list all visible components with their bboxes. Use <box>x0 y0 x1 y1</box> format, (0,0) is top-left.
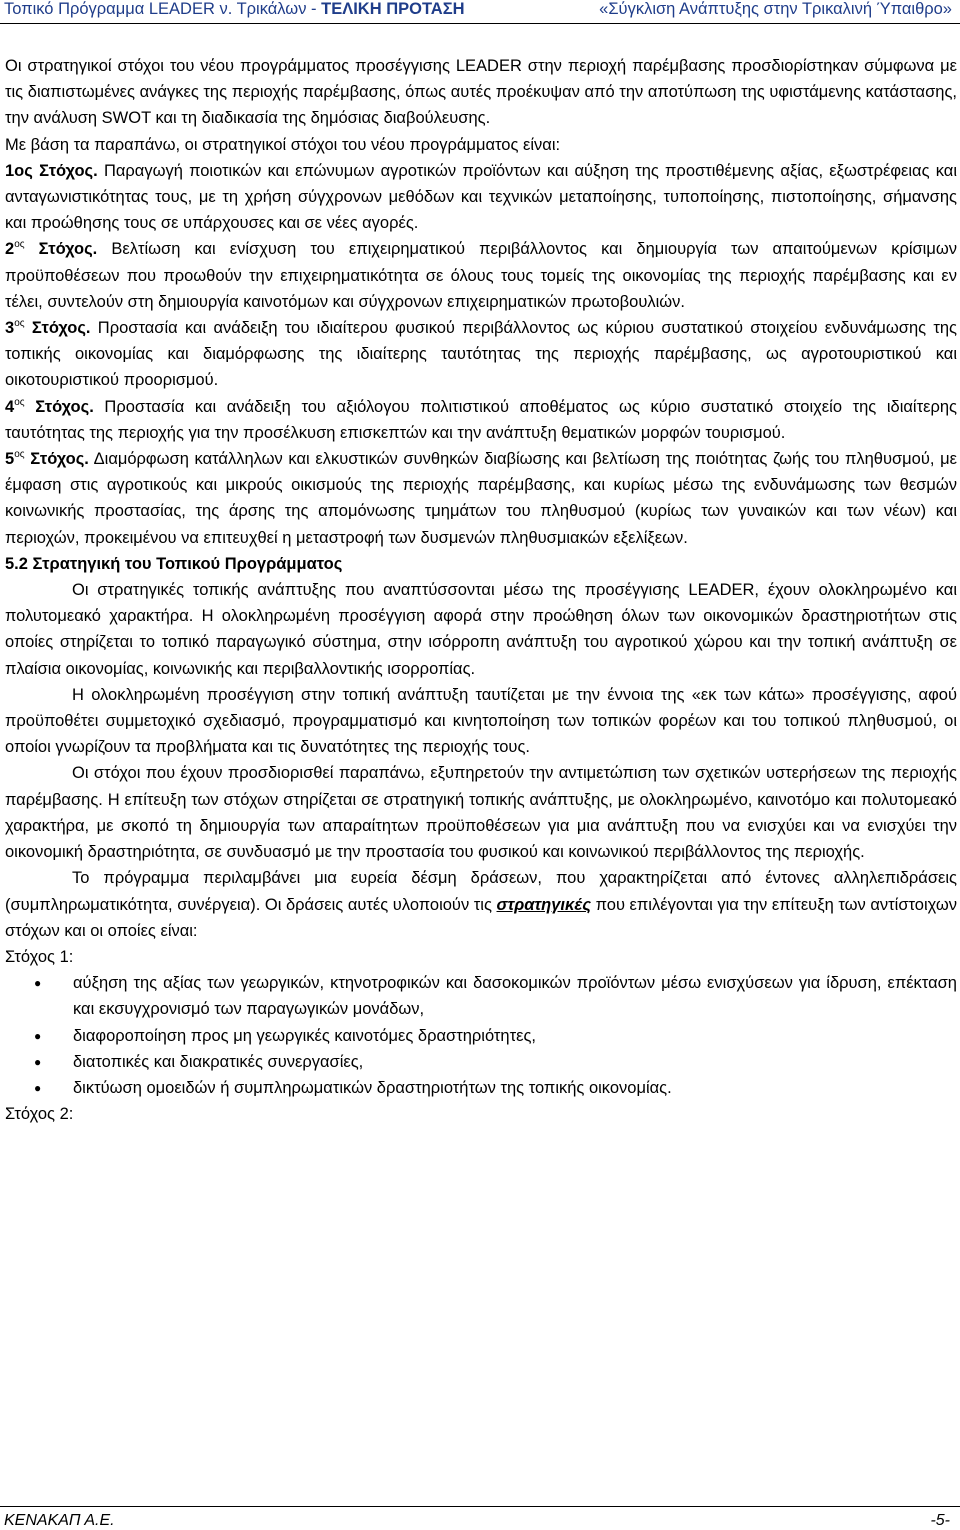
strategy-paragraph-2: Η ολοκληρωμένη προσέγγιση στην τοπική ανάπτυξη ταυτίζεται με την έννοια της «εκ των κάτω» προσέγγισης, αφού προϋποθέτει συμμετοχικό σχεδιασμό, προγραμματισμό και κινητοποίηση των τοπικών φορέων και του τοπικού πληθυσμού, οι οποίοι γνωρίζουν τα προβλήματα και τις δυνατότητες της περιοχής τους. <box>5 685 957 757</box>
goal-5-number: 5 <box>5 450 15 469</box>
header-right-title: «Σύγκλιση Ανάπτυξης στην Τρικαλινή Ύπαιθρο» <box>599 0 952 18</box>
para4-text-after: που επιλέγονται για την επίτευξη των αντίστοιχων στόχων και οι οποίες είναι: <box>5 895 957 940</box>
footer-company: ΚΕΝΑΚΑΠ Α.Ε. <box>4 1512 115 1529</box>
goal-2-label: Στόχος. <box>38 240 98 259</box>
goal-5-text: Διαμόρφωση κατάλληλων και ελκυστικών συνθηκών διαβίωσης και βελτίωση της ποιότητας ζωής του πληθυσμού, με έμφαση στις αγροτικούς και μικρούς οικισμούς της περιοχής παρέμβασης, και κυρίως μέσω της ενδυνάμωσης των θεσμών κοινωνικής προστασίας, της άρσης της απομόνωσης τμημάτων του πληθυσμού (κυρίως των γυναικών και των νέων) και περιοχών, προκειμένου να επιτευχθεί η μεταστροφή των δυσμενών πληθυσμιακών εξελίξεων. <box>5 450 957 547</box>
page-number: -5- <box>930 1512 950 1529</box>
strategy-paragraph-1: Οι στρατηγικές τοπικής ανάπτυξης που αναπτύσσονται μέσω της προσέγγισης LEADER, έχουν ολοκληρωμένο και πολυτομεακό χαρακτήρα. Η ολοκληρωμένη προσέγγιση αφορά στην προώθηση όλων των οικονομικών δραστηριοτήτων στις οποίες στηρίζεται το τοπικό παραγωγικό σύστημα, στην ισόρροπη ανάπτυξη του αγροτικού χώρου και την τοπική ανάπτυξη σε πλαίσια οικονομίας, κοινωνικής και περιβαλλοντικής ισορροπίας. <box>5 581 957 678</box>
section-title: 5.2 Στρατηγική του Τοπικού Προγράμματος <box>5 554 343 573</box>
goal-4-sup: ος <box>14 396 25 408</box>
goal-4-text: Προστασία και ανάδειξη του αξιόλογου πολιτιστικού αποθέματος ως κύριο συστατικό στοιχείο της ιδιαίτερης ταυτότητας της περιοχής για την προσέλκυση επισκεπτών και την ανάπτυξη θεματικών μορφών τουρισμού. <box>5 397 957 442</box>
goal-1 <box>5 158 957 237</box>
goal-2-sup: ος <box>14 239 25 251</box>
goal-3-text: Προστασία και ανάδειξη του ιδιαίτερου φυσικού περιβάλλοντος ως κύριου συστατικού στοιχείου ενδυνάμωσης της τοπικής οικονομίας και διαμόρφωσης της ιδιαίτερης ταυτότητας της περιοχής παρέμβασης, ως αγροτουριστικού και οικοτουριστικού προορισμού. <box>5 319 958 390</box>
goal-3-label: Στόχος. <box>31 319 91 338</box>
list-item: ● διαφοροποίηση προς μη γεωργικές καινοτόμες δραστηριότητες, <box>5 1023 957 1049</box>
goal-1-text: Παραγωγή ποιοτικών και επώνυμων αγροτικών προϊόντων και αύξηση της προστιθέμενης αξίας, εξωστρέφειας και ανταγωνιστικότητας τους, με τη χρήση σύγχρονων μεθόδων και τεχνικών μεταποίησης, τυποποίησης, πιστοποίησης, σήμανσης και προώθησης τους σε υπάρχουσες και σε νέες αγορές. <box>5 161 958 233</box>
para4-text-before: Το πρόγραμμα περιλαμβάνει μια ευρεία δέσμη δράσεων, που χαρακτηρίζεται από έντονες αλληλεπιδράσεις (συμπληρωματικότητα, συνέργεια). Οι δράσεις αυτές υλοποιούν τις <box>5 869 957 914</box>
goal1-heading: Στόχος 1: <box>5 947 74 966</box>
header-final-proposal: ΤΕΛΙΚΗ ΠΡΟΤΑΣΗ <box>321 0 465 18</box>
goal-4-number: 4 <box>5 397 15 416</box>
goal-3 <box>5 315 957 394</box>
strategy-paragraph-3: Οι στόχοι που έχουν προσδιορισθεί παραπάνω, εξυπηρετούν την αντιμετώπιση των σχετικών υστερήσεων της περιοχής παρέμβασης. Η επίτευξη των στόχων στηρίζεται σε στρατηγική τοπικής ανάπτυξης, με ολοκληρωμένο, καινοτόμο και πολυτομεακό χαρακτήρα, με σκοπό τη δημιουργία των απαραίτητων προϋποθέσεων για μια ανάπτυξη που να ενισχύει και να ενισχύει την οικονομική δραστηριότητα, σε συνδυασμό με την προστασία του φυσικού και κοινωνικού περιβάλλοντος της περιοχής. <box>5 764 957 862</box>
goal-4 <box>5 394 957 446</box>
goal-3-sup: ος <box>14 318 25 330</box>
list-item: ● δικτύωση ομοειδών ή συμπληρωματικών δραστηριοτήτων της τοπικής οικονομίας. <box>5 1075 957 1101</box>
goal-5-sup: ος <box>14 449 25 461</box>
goal-2-number: 2 <box>5 240 15 259</box>
intro-paragraph: Οι στρατηγικοί στόχοι του νέου προγράμματος προσέγγισης LEADER στην περιοχή παρέμβασης προσδιορίστηκαν σύμφωνα με τις διαπιστωμένες ανάγκες της περιοχής παρέμβασης, όπως αυτές προέκυψαν από την αποτύπωση της υφιστάμενης κατάστασης, την ανάλυση SWOT και τη διαδικασία της δημόσιας διαβούλευσης. <box>5 57 957 128</box>
goal-5 <box>5 446 957 551</box>
strategy-paragraph-4 <box>5 865 957 944</box>
goal-1-number: 1ος <box>5 161 33 180</box>
goal-5-label: Στόχος. <box>30 450 89 469</box>
page-footer <box>0 1506 960 1528</box>
header-rule <box>0 23 960 24</box>
page-header <box>0 0 960 24</box>
goal-3-number: 3 <box>5 319 15 338</box>
goal-2 <box>5 236 957 315</box>
header-left <box>4 0 465 19</box>
list-item: ● αύξηση της αξίας των γεωργικών, κτηνοτροφικών και δασοκομικών προϊόντων μέσω ενισχύσεων για ίδρυση, επέκταση και εκσυγχρονισμό των παραγωγικών μονάδων, <box>5 970 957 1022</box>
header-program-title: Τοπικό Πρόγραμμα LEADER ν. Τρικάλων - <box>4 0 322 18</box>
intro-paragraph-2: Με βάση τα παραπάνω, οι στρατηγικοί στόχοι του νέου προγράμματος είναι: <box>5 135 561 154</box>
document-body <box>5 53 957 1127</box>
goal-2-text: Βελτίωση και ενίσχυση του επιχειρηματικού περιβάλλοντος και δημιουργία των απαιτούμενων κρίσιμων προϋποθέσεων που προωθούν την επιχειρηματικότητα σε όλους τους τομείς της οικονομίας της περιοχής παρέμβασης και εν τέλει, συντελούν στη δημιουργία καινοτόμων και σύγχρονων επιχειρηματικών πρωτοβουλιών. <box>5 240 957 311</box>
goal2-heading: Στόχος 2: <box>5 1105 74 1124</box>
goal1-list <box>5 970 957 1101</box>
para4-emphasis: στρατηγικές <box>496 895 592 914</box>
list-item: ● διατοπικές και διακρατικές συνεργασίες, <box>5 1049 957 1075</box>
goal-4-label: Στόχος. <box>35 397 94 416</box>
footer-rule <box>0 1506 960 1507</box>
goal-1-label: Στόχος. <box>39 161 98 180</box>
